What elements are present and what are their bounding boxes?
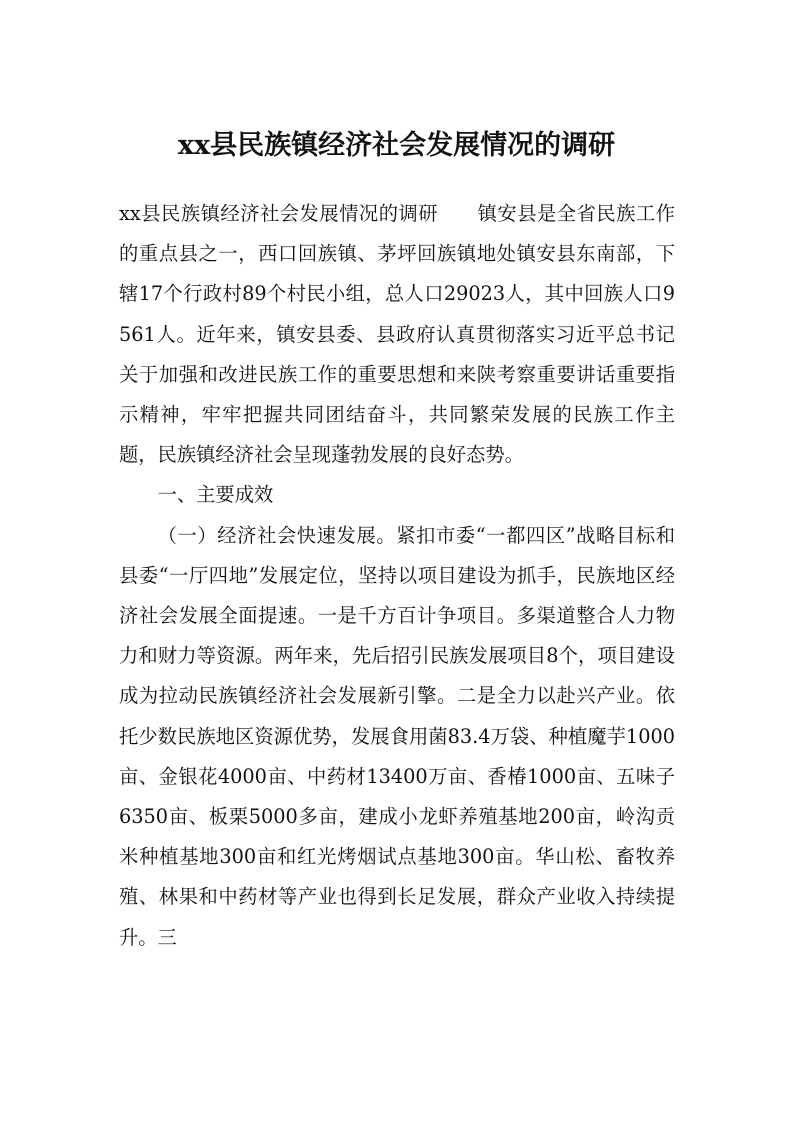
body-paragraph-economic-development: （一）经济社会快速发展。紧扣市委“一都四区”战略目标和县委“一厅四地”发展定位，坚持以项目建设为抓手，民族地区经济社会发展全面提速。一是千方百计争项目。多渠道整合人力物力和财力等资源。两年来，先后招引民族发展项目8个，项目建设成为拉动民族镇经济社会发展新引擎。二是全力以赴兴产业。依托少数民族地区资源优势，发展食用菌83.4万袋、种植魔芋1000亩、金银花4000亩、中药材13400万亩、香椿1000亩、五味子6350亩、板栗5000多亩，建成小龙虾养殖基地200亩，岭沟贡米种植基地300亩和红光烤烟试点基地300亩。华山松、畜牧养殖、林果和中药材等产业也得到长足发展，群众产业收入持续提升。三	[119, 523, 675, 949]
document-body	[119, 194, 675, 958]
intro-paragraph: xx县民族镇经济社会发展情况的调研 镇安县是全省民族工作的重点县之一，西口回族镇、茅坪回族镇地处镇安县东南部，下辖17个行政村89个村民小组，总人口29023人，其中回族人口9561人。近年来，镇安县委、县政府认真贯彻落实习近平总书记关于加强和改进民族工作的重要思想和来陕考察重要讲话重要指示精神，牢牢把握共同团结奋斗，共同繁荣发展的民族工作主题，民族镇经济社会呈现蓬勃发展的良好态势。	[119, 202, 675, 467]
section-heading-main-results: 一、主要成效	[157, 483, 274, 507]
document-title: xx县民族镇经济社会发展情况的调研	[177, 130, 616, 161]
